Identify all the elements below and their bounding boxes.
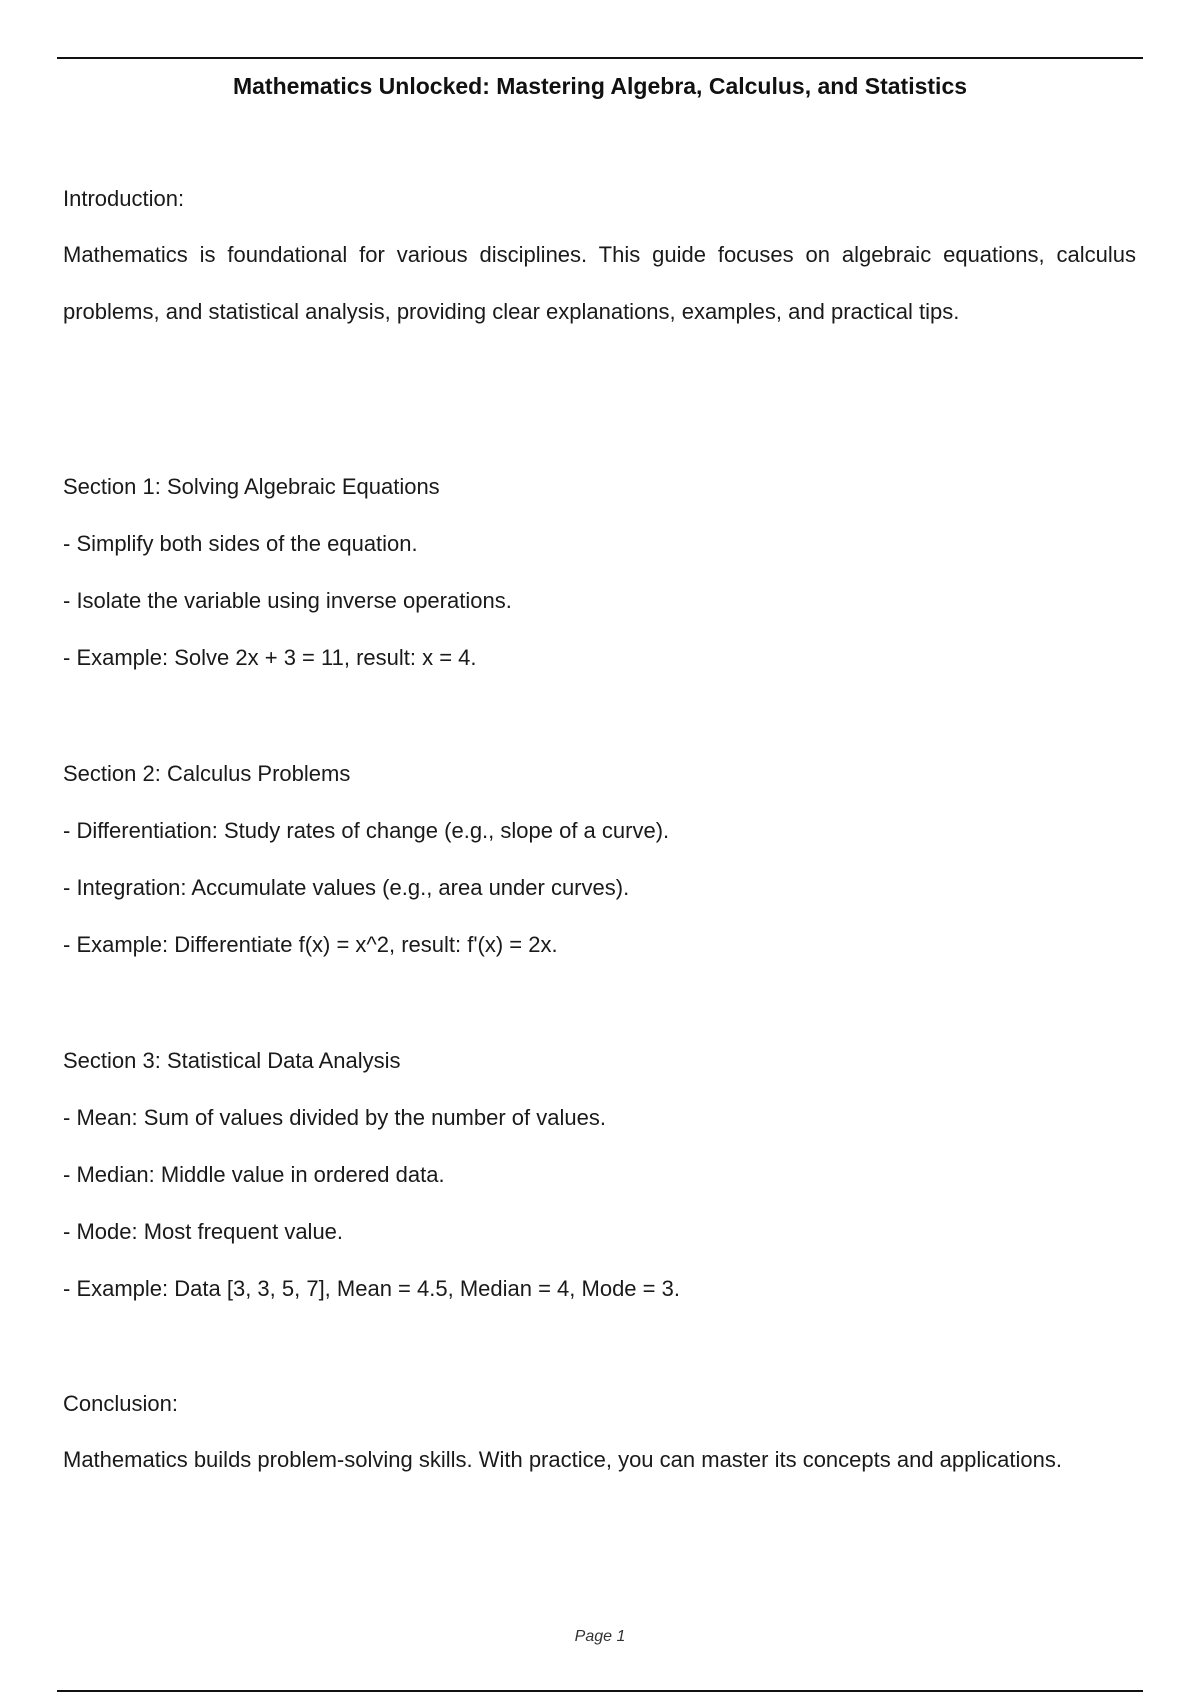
document-title: Mathematics Unlocked: Mastering Algebra, Calculus, and Statistics bbox=[232, 73, 968, 99]
introduction-block bbox=[63, 170, 1136, 340]
section-heading: Section 2: Calculus Problems bbox=[63, 761, 351, 786]
section-heading: Section 3: Statistical Data Analysis bbox=[63, 1048, 401, 1073]
list-item: - Example: Data [3, 3, 5, 7], Mean = 4.5, Median = 4, Mode = 3. bbox=[63, 1276, 680, 1301]
list-item: - Mode: Most frequent value. bbox=[63, 1219, 344, 1244]
page-number: Page 1 bbox=[574, 1628, 626, 1645]
list-item: - Mean: Sum of values divided by the number of values. bbox=[63, 1105, 606, 1130]
bottom-rule bbox=[57, 1690, 1143, 1692]
top-rule bbox=[57, 57, 1143, 59]
list-item: - Isolate the variable using inverse operations. bbox=[63, 588, 512, 613]
list-item: - Example: Differentiate f(x) = x^2, result: f'(x) = 2x. bbox=[63, 932, 558, 957]
section-statistics bbox=[63, 1032, 1136, 1317]
conclusion-block bbox=[63, 1375, 1136, 1489]
list-item: - Differentiation: Study rates of change (e.g., slope of a curve). bbox=[63, 818, 670, 843]
introduction-heading: Introduction: bbox=[63, 186, 185, 211]
conclusion-paragraph: Mathematics builds problem-solving skills. With practice, you can master its concepts and applications. bbox=[63, 1447, 1062, 1472]
introduction-paragraph: Mathematics is foundational for various disciplines. This guide focuses on algebraic equations, calculus problems, and statistical analysis, providing clear explanations, examples, and practical tips. bbox=[63, 242, 1136, 324]
list-item: - Integration: Accumulate values (e.g., area under curves). bbox=[63, 875, 630, 900]
section-heading: Section 1: Solving Algebraic Equations bbox=[63, 474, 440, 499]
list-item: - Median: Middle value in ordered data. bbox=[63, 1162, 445, 1187]
section-calculus bbox=[63, 745, 1136, 973]
section-algebra bbox=[63, 458, 1136, 686]
list-item: - Simplify both sides of the equation. bbox=[63, 531, 418, 556]
list-item: - Example: Solve 2x + 3 = 11, result: x = 4. bbox=[63, 645, 477, 670]
conclusion-heading: Conclusion: bbox=[63, 1391, 178, 1416]
